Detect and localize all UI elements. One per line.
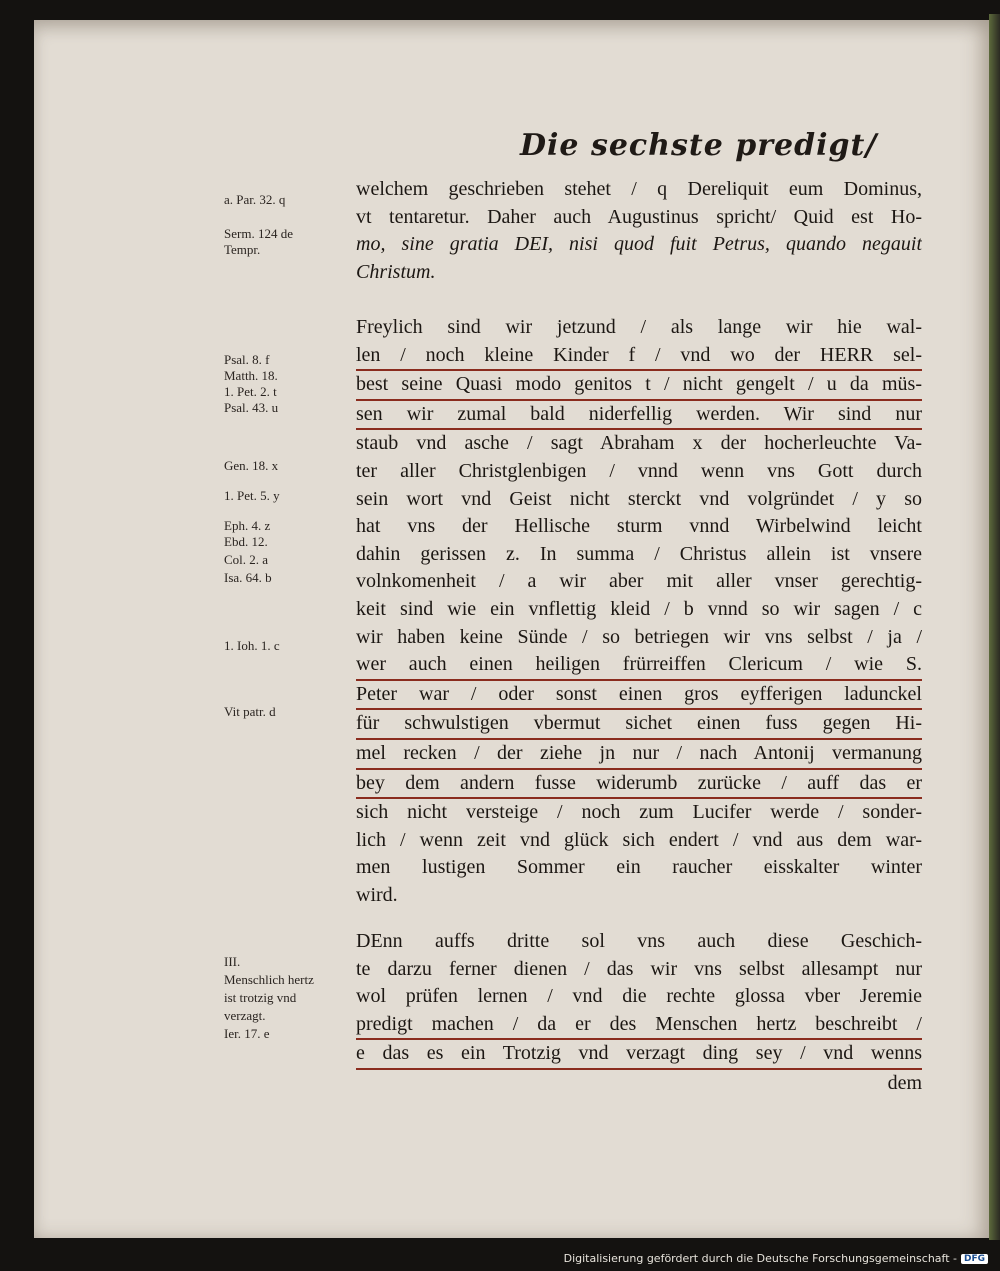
margin-note: Vit patr. d: [224, 704, 276, 719]
margin-note: Psal. 43. u: [224, 400, 279, 415]
text-line: men lustigen Sommer ein raucher eisskalter winter: [356, 856, 922, 879]
page-header: Die sechste predigt/: [520, 128, 878, 163]
margin-note: 1. Ioh. 1. c: [224, 638, 280, 653]
paragraph-2: [356, 314, 922, 909]
text-line: DEnn auffs dritte sol vns auch diese Geschich-: [356, 930, 922, 952]
text-line: Peter war / oder sonst einen gros eyfferigen ladunckel: [356, 681, 922, 711]
text-line: e das es ein Trotzig vnd verzagt ding sey / vnd wenns: [356, 1040, 922, 1070]
text-line: dahin gerissen z. In summa / Christus allein ist vnsere: [356, 542, 922, 565]
text-line: Christum.: [356, 260, 436, 283]
text-line: sein wort vnd Geist nicht sterckt vnd volgründet / y so: [356, 487, 922, 510]
footer-text: Digitalisierung gefördert durch die Deutsche Forschungsgemeinschaft -: [563, 1252, 957, 1265]
text-line: wer auch einen heiligen frürreiffen Clericum / wie S.: [356, 651, 922, 681]
margin-note: Ier. 17. e: [224, 1026, 270, 1041]
catchword: dem: [887, 1071, 922, 1094]
margin-note: 1. Pet. 5. y: [224, 488, 280, 503]
page-edge-right: [989, 14, 1000, 1240]
text-line: für schwulstigen vbermut sichet einen fuss gegen Hi-: [356, 710, 922, 740]
text-line: vt tentaretur. Daher auch Augustinus spricht/ Quid est Ho-: [356, 205, 922, 228]
margin-note: Psal. 8. f: [224, 352, 270, 367]
margin-note: Gen. 18. x: [224, 458, 279, 473]
text-line: staub vnd asche / sagt Abraham x der hocherleuchte Va-: [356, 432, 922, 455]
text-line: sich nicht versteige / noch zum Lucifer werde / sonder-: [356, 801, 922, 824]
digitization-footer: [564, 1252, 988, 1265]
text-line: mel recken / der ziehe jn nur / nach Antonij vermanung: [356, 740, 922, 770]
margin-note: Matth. 18.: [224, 368, 278, 383]
text-line: bey dem andern fusse widerumb zurücke / auff das er: [356, 770, 922, 800]
paragraph-1: [356, 176, 922, 286]
text-line: best seine Quasi modo genitos t / nicht gengelt / u da müs-: [356, 371, 922, 401]
margin-note: Ebd. 12.: [224, 534, 268, 549]
margin-note: Eph. 4. z: [224, 518, 271, 533]
text-line: sen wir zumal bald niderfellig werden. Wir sind nur: [356, 401, 922, 431]
margin-note: Serm. 124 de: [224, 226, 293, 241]
text-line: wir haben keine Sünde / so betriegen wir vns selbst / ja /: [356, 625, 922, 648]
margin-note: verzagt.: [224, 1008, 266, 1023]
text-line: ter aller Christglenbigen / vnnd wenn vns Gott durch: [356, 459, 922, 482]
margin-note: Tempr.: [224, 242, 261, 257]
dfg-logo: DFG: [961, 1254, 988, 1264]
text-line: keit sind wie ein vnflettig kleid / b vnnd so wir sagen / c: [356, 597, 922, 620]
text-line: wol prüfen lernen / vnd die rechte glossa vber Jeremie: [356, 985, 922, 1008]
text-line: Freylich sind wir jetzund / als lange wir hie wal-: [356, 316, 922, 338]
margin-note: Col. 2. a: [224, 552, 269, 567]
margin-note: 1. Pet. 2. t: [224, 384, 277, 399]
text-line: len / noch kleine Kinder f / vnd wo der HERR sel-: [356, 342, 922, 372]
margin-note: III.: [224, 954, 241, 969]
text-line: predigt machen / da er des Menschen hertz beschreibt /: [356, 1011, 922, 1041]
text-line: volnkomenheit / a wir aber mit aller vnser gerechtig-: [356, 570, 922, 593]
paragraph-3: [356, 928, 922, 1098]
text-line: welchem geschrieben stehet / q Dereliquit eum Dominus,: [356, 178, 922, 200]
text-line: mo, sine gratia DEI, nisi quod fuit Petrus, quando negauit: [356, 233, 922, 256]
text-line: te darzu ferner dienen / das wir vns selbst allesampt nur: [356, 957, 922, 980]
margin-note: Isa. 64. b: [224, 570, 272, 585]
text-line: wird.: [356, 883, 398, 906]
text-line: hat vns der Hellische sturm vnnd Wirbelwind leicht: [356, 515, 922, 538]
margin-note: a. Par. 32. q: [224, 192, 286, 207]
margin-note: Menschlich hertz: [224, 972, 314, 987]
margin-note: ist trotzig vnd: [224, 990, 297, 1005]
text-line: lich / wenn zeit vnd glück sich endert / vnd aus dem war-: [356, 828, 922, 851]
